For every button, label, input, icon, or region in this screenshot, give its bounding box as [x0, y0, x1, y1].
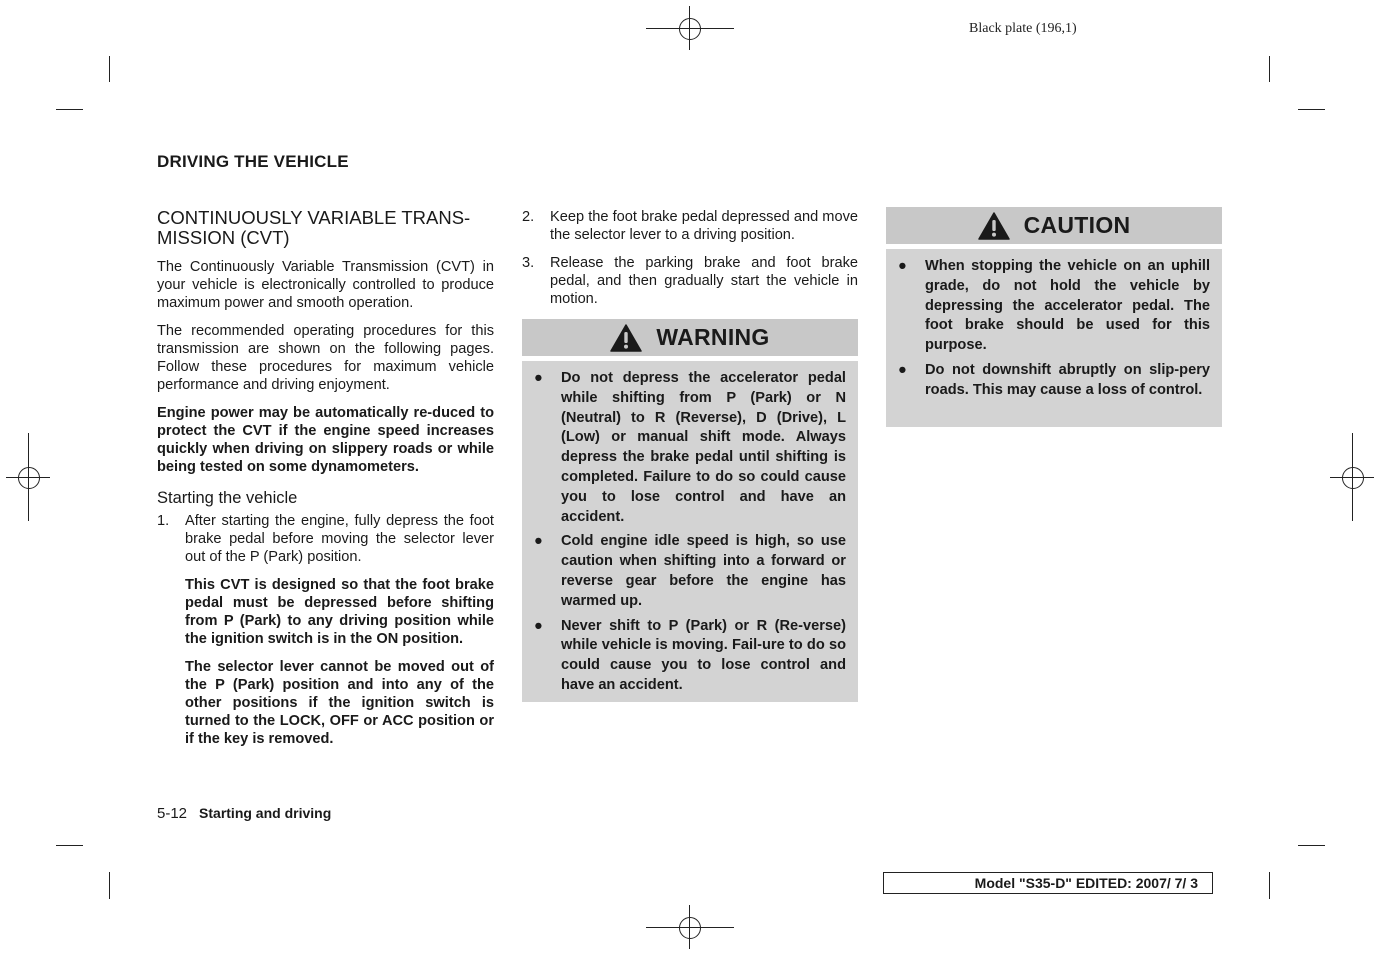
list-item-text: Keep the foot brake pedal depressed and move the selector lever to a driving position.: [550, 209, 858, 243]
starting-subtitle: Starting the vehicle: [157, 489, 298, 507]
crop-mark-top-left-h: [56, 109, 83, 110]
bullet-icon: ●: [898, 361, 907, 378]
bullet-icon: ●: [898, 258, 907, 274]
crop-mark-bottom-left-v: [109, 872, 110, 899]
crop-mark-top-right-v: [1269, 56, 1270, 82]
bullet-icon: ●: [534, 370, 543, 386]
warning-bullet: ● Cold engine idle speed is high, so use caution when shifting into a forward or reverse gear before the engine has warmed up.: [534, 533, 846, 609]
selector-lever-note: The selector lever cannot be moved out of the P (Park) position and into any of the other positions if the ignition switch is turned to the LOCK, OFF or ACC position or if the key is removed.: [185, 659, 494, 747]
list-item-2: [522, 208, 858, 244]
list-item-1: [157, 512, 494, 566]
crop-mark-bottom-right-h: [1298, 845, 1325, 846]
list-number: 3.: [522, 255, 535, 271]
engine-power-note: Engine power may be automatically re-duced to protect the CVT if the engine speed increases quickly when driving on slippery roads or while being tested on some dynamometers.: [157, 405, 494, 475]
crop-mark-bottom-right-v: [1269, 872, 1270, 899]
warning-body: [522, 361, 858, 707]
warning-bullet: ● Do not depress the accelerator pedal while shifting from P (Park) or N (Neutral) to R (Reverse), D (Drive), L (Low) or manual shift mode. Always depress the brake pedal until shifting is completed. Failure to do so could cause you to lose control and have an accident.: [534, 370, 846, 525]
column-left: [157, 208, 494, 748]
footer-section-name: Starting and driving: [199, 805, 332, 821]
cvt-design-note: This CVT is designed so that the foot brake pedal must be depressed before shifting from P (Park) to any driving position while the ignition switch is in the ON position.: [185, 577, 494, 647]
bullet-icon: ●: [534, 617, 543, 634]
caution-header: [886, 207, 1222, 249]
crop-mark-top-right-h: [1298, 109, 1325, 110]
warning-title: WARNING: [656, 324, 770, 350]
crop-mark-top-left-v: [109, 56, 110, 82]
list-item-3: [522, 254, 858, 308]
model-edited-label: Model "S35-D" EDITED: 2007/ 7/ 3: [883, 872, 1213, 894]
caution-bullet: ● Do not downshift abruptly on slip-pery roads. This may cause a loss of control.: [898, 361, 1210, 398]
page-footer: [157, 805, 331, 822]
cvt-title: CONTINUOUSLY VARIABLE TRANS- MISSION (CVT): [157, 207, 471, 248]
cvt-intro-paragraph: The Continuously Variable Transmission (CVT) in your vehicle is electronically controlled to produce maximum power and smooth operation.: [157, 259, 494, 311]
section-header: DRIVING THE VEHICLE: [157, 152, 349, 171]
list-item-text: After starting the engine, fully depress the foot brake pedal before moving the selector lever out of the P (Park) position.: [185, 513, 494, 565]
cvt-procedure-paragraph: The recommended operating procedures for this transmission are shown on the following pages. Follow these procedures for maximum vehicle performance and driving enjoyment.: [157, 323, 494, 393]
plate-label: Black plate (196,1): [969, 21, 1077, 36]
list-number: 1.: [157, 513, 170, 529]
caution-box: [886, 207, 1222, 427]
warning-triangle-icon: [978, 212, 1010, 240]
list-number: 2.: [522, 209, 535, 225]
bullet-icon: ●: [534, 533, 543, 550]
warning-header: [522, 319, 858, 361]
column-middle: [522, 208, 858, 308]
caution-bullet: ● When stopping the vehicle on an uphill grade, do not hold the vehicle by depressing the accelerator pedal. The foot brake should be used for this purpose.: [898, 258, 1210, 354]
page-number: 5-12: [157, 805, 188, 822]
warning-box: [522, 319, 858, 702]
warning-bullet: ● Never shift to P (Park) or R (Re-verse) while vehicle is moving. Fail-ure to do so could cause you to lose control and have an accident.: [534, 617, 846, 693]
caution-body: [886, 249, 1222, 412]
warning-triangle-icon: [610, 324, 642, 352]
crop-mark-bottom-left-h: [56, 845, 83, 846]
caution-title: CAUTION: [1023, 212, 1131, 238]
list-item-text: Release the parking brake and foot brake pedal, and then gradually start the vehicle in motion.: [550, 255, 858, 307]
